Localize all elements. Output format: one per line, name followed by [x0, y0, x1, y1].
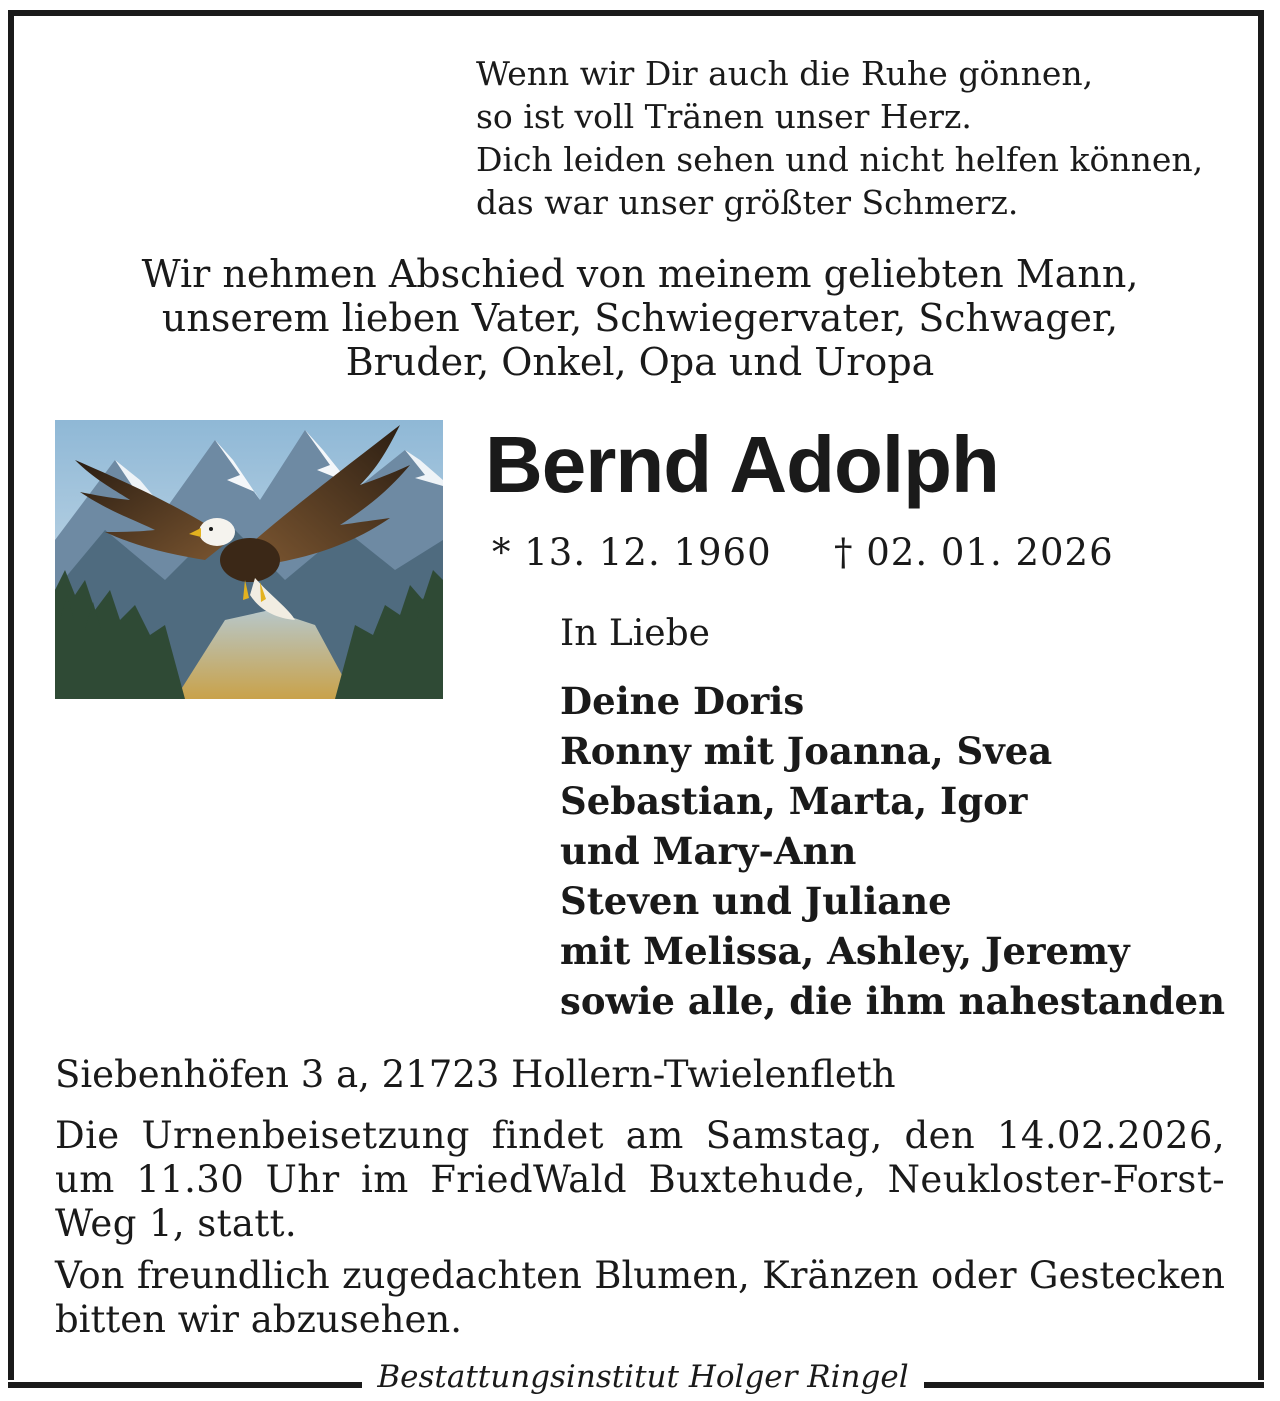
mourner-line: sowie alle, die ihm nahestanden — [560, 979, 1225, 1023]
intro-line: Bruder, Onkel, Opa und Uropa — [345, 340, 935, 384]
footer-rule-left — [8, 1382, 362, 1388]
undertaker-name: Bestattungsinstitut Holger Ringel — [377, 1359, 909, 1395]
flowers-notice — [55, 1254, 1225, 1342]
burial-notice — [55, 1114, 1225, 1246]
flowers-line: Von freundlich zugedachten Blumen, Kränzen oder Gestecken — [55, 1254, 1225, 1297]
intro-line: unserem lieben Vater, Schwiegervater, Schwager, — [161, 296, 1119, 340]
deceased-name: Bernd Adolph — [485, 420, 999, 509]
poem-line: Wenn wir Dir auch die Ruhe gönnen, — [476, 54, 1094, 93]
flowers-line: bitten wir abzusehen. — [55, 1298, 462, 1341]
mourner-line: Steven und Juliane — [560, 879, 952, 923]
burial-line: Die Urnenbeisetzung findet am Samstag, den 14.02.2026, — [55, 1114, 1225, 1157]
in-love-line: In Liebe — [560, 613, 710, 654]
poem-line: so ist voll Tränen unser Herz. — [476, 97, 972, 136]
mourner-line: Deine Doris — [560, 679, 805, 723]
address: Siebenhöfen 3 a, 21723 Hollern-Twielenfleth — [55, 1053, 896, 1096]
poem — [476, 52, 1203, 224]
death-date: † 02. 01. 2026 — [834, 531, 1114, 574]
poem-line: das war unser größter Schmerz. — [476, 183, 1019, 222]
mourners-list — [560, 676, 1225, 1026]
birth-date: * 13. 12. 1960 — [492, 531, 772, 574]
footer-rule-right — [924, 1382, 1264, 1388]
mourner-line: Sebastian, Marta, Igor — [560, 779, 1028, 823]
poem-line: Dich leiden sehen und nicht helfen können, — [476, 140, 1204, 179]
mourner-line: mit Melissa, Ashley, Jeremy — [560, 929, 1130, 973]
farewell-intro — [0, 252, 1280, 384]
mourner-line: und Mary-Ann — [560, 829, 857, 873]
burial-line: Weg 1, statt. — [55, 1202, 298, 1245]
eagle-over-mountains-image — [55, 420, 443, 699]
burial-line: um 11.30 Uhr im FriedWald Buxtehude, Neukloster-Forst- — [55, 1158, 1225, 1201]
intro-line: Wir nehmen Abschied von meinem geliebten Mann, — [141, 252, 1139, 296]
mourner-line: Ronny mit Joanna, Svea — [560, 729, 1053, 773]
